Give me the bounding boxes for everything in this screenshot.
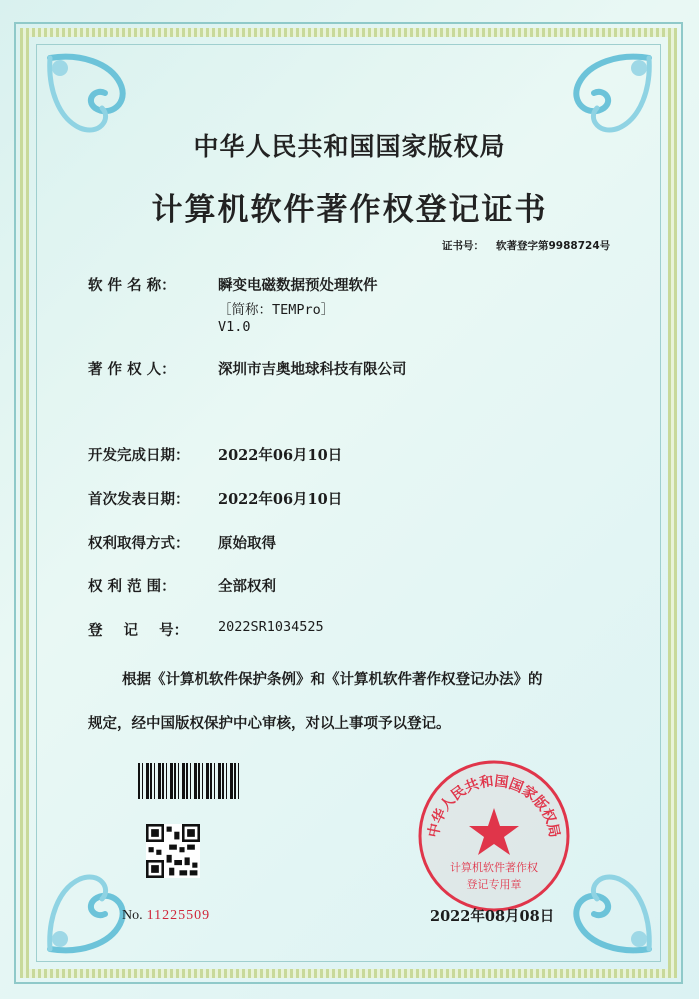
certificate-title: 计算机软件著作权登记证书 [151, 192, 548, 228]
software-name-label: 软 件 名 称： [88, 277, 176, 294]
field-acquire-method [88, 532, 276, 553]
qr-code-icon [146, 824, 200, 878]
serial-number [122, 908, 210, 924]
certificate-number-value: 软著登字第9988724号 [496, 240, 611, 252]
owner-value: 深圳市吉奥地球科技有限公司 [218, 361, 407, 378]
field-owner [88, 358, 407, 379]
statement-line-1: 根据《计算机软件保护条例》和《计算机软件著作权登记办法》的 [122, 671, 543, 688]
software-short-name: ［简称：TEMPro］ [218, 302, 335, 318]
issue-date: 2022年08月08日 [430, 908, 555, 925]
pub-date-value: 2022年06月10日 [218, 491, 343, 508]
serial-number-prefix: No. [122, 908, 143, 923]
certificate-number [442, 238, 610, 253]
field-dev-date [88, 444, 343, 465]
pub-date-label: 首次发表日期： [88, 491, 190, 508]
field-pub-date [88, 488, 343, 509]
software-name-value: 瞬变电磁数据预处理软件 [218, 277, 378, 294]
dev-date-value: 2022年06月10日 [218, 447, 343, 464]
seal-outer-text: 中华人民共和国国家版权局 [425, 773, 563, 839]
seal-inner-line-1: 计算机软件著作权 [450, 861, 538, 874]
official-seal-icon [414, 756, 574, 916]
software-version: V1.0 [218, 319, 251, 335]
certificate-number-label: 证书号： [442, 240, 484, 252]
issuing-authority-title: 中华人民共和国国家版权局 [193, 132, 506, 161]
reg-no-label: 登 记 号： [88, 622, 189, 639]
scope-label: 权 利 范 围： [88, 578, 176, 595]
serial-number-value: 11225509 [146, 908, 211, 923]
acquire-label: 权利取得方式： [88, 535, 190, 552]
field-software-name [88, 274, 378, 295]
scope-value: 全部权利 [218, 578, 276, 595]
field-registration-number [88, 619, 324, 640]
barcode-icon [138, 763, 242, 799]
acquire-value: 原始取得 [218, 535, 276, 552]
owner-label: 著 作 权 人： [88, 361, 176, 378]
seal-inner-line-2: 登记专用章 [466, 878, 522, 891]
dev-date-label: 开发完成日期： [88, 447, 190, 464]
reg-no-value: 2022SR1034525 [218, 619, 324, 635]
field-scope [88, 575, 276, 596]
statement-line-2: 规定，经中国版权保护中心审核，对以上事项予以登记。 [88, 715, 451, 732]
